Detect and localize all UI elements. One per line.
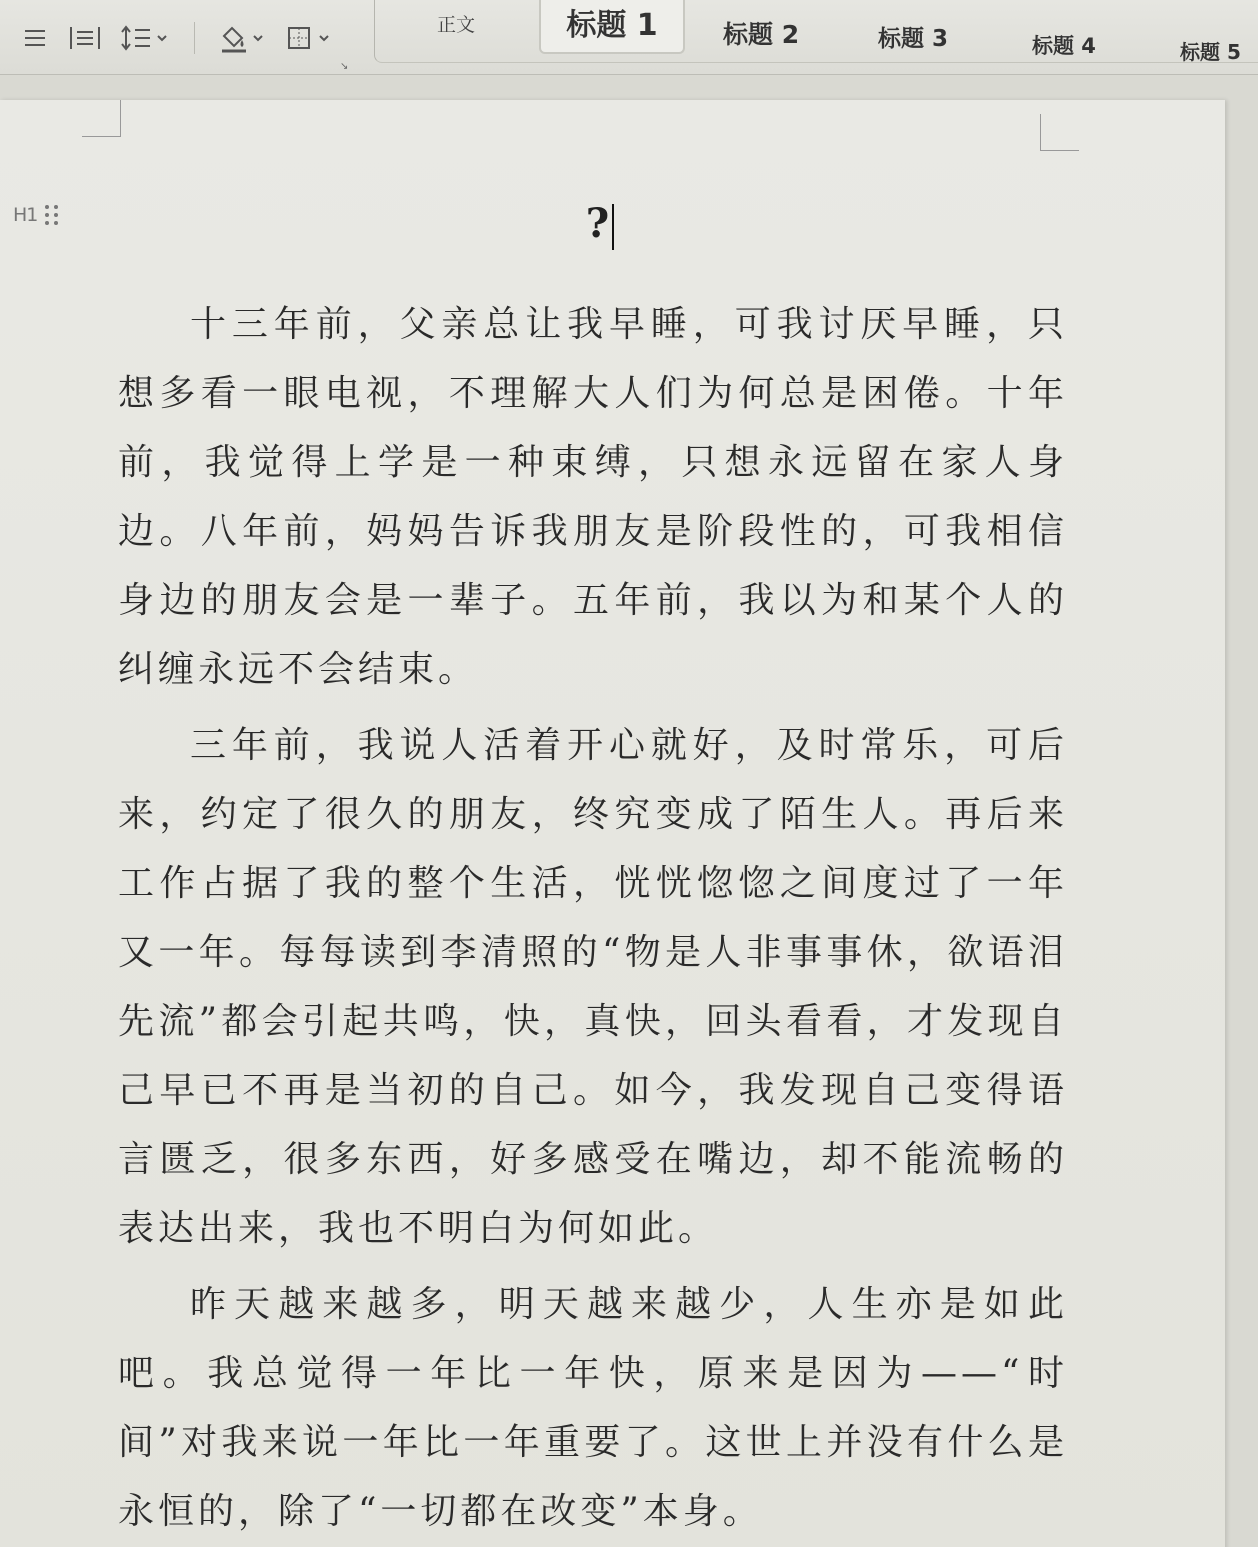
document-title[interactable]	[0, 200, 1200, 250]
style-heading-2[interactable]: 标题 2	[723, 20, 800, 49]
paragraph: 三年前，我说人活着开心就好，及时常乐，可后来，约定了很久的朋友，终究变成了陌生人。再后来工作占据了我的整个生活，恍恍惚惚之间度过了一年又一年。每每读到李清照的“物是人非事事休，欲语泪先流”都会引起共鸣，快，真快，回头看看，才发现自己早已不再是当初的自己。如今，我发现自己变得语言匮乏，很多东西，好多感受在嘴边，却不能流畅的表达出来，我也不明白为何如此。	[118, 725, 1068, 1249]
margin-corner-top-left	[82, 100, 121, 137]
style-heading-5[interactable]: 标题 5	[1180, 40, 1241, 64]
borders-button[interactable]	[286, 20, 336, 56]
distributed-align-icon	[68, 24, 102, 52]
styles-gallery	[374, 0, 1258, 63]
style-normal[interactable]: 正文	[437, 14, 476, 36]
document-canvas	[0, 75, 1258, 1547]
distributed-align-button[interactable]	[68, 20, 102, 56]
shading-icon	[218, 22, 268, 54]
align-menu-icon	[22, 25, 48, 51]
document-page[interactable]	[0, 100, 1225, 1547]
style-heading-1[interactable]: 标题 1	[539, 0, 685, 54]
shading-button[interactable]	[218, 20, 268, 56]
ribbon-toolbar	[0, 0, 1258, 75]
align-menu-button[interactable]	[22, 20, 48, 56]
paragraph-dialog-launcher-icon[interactable]: ↘	[340, 61, 349, 72]
paragraph-tools	[0, 0, 372, 74]
line-spacing-button[interactable]	[120, 20, 172, 56]
title-text: ?	[585, 200, 610, 247]
margin-corner-top-right	[1040, 114, 1079, 151]
style-heading-3[interactable]: 标题 3	[878, 26, 949, 52]
toolbar-separator	[194, 22, 195, 54]
line-spacing-icon	[120, 24, 172, 52]
borders-icon	[286, 24, 336, 52]
heading-level-tag: H1	[13, 204, 38, 226]
paragraph: 十三年前，父亲总让我早睡，可我讨厌早睡，只想多看一眼电视，不理解大人们为何总是困倦。十年前，我觉得上学是一种束缚，只想永远留在家人身边。八年前，妈妈告诉我朋友是阶段性的，可我相信身边的朋友会是一辈子。五年前，我以为和某个人的纠缠永远不会结束。	[118, 304, 1068, 690]
paragraph: 昨天越来越多，明天越来越少，人生亦是如此吧。我总觉得一年比一年快，原来是因为——“时间”对我来说一年比一年重要了。这世上并没有什么是永恒的，除了“一切都在改变”本身。	[118, 1284, 1068, 1532]
text-cursor	[612, 204, 614, 250]
document-body[interactable]	[118, 290, 1068, 1547]
style-heading-4[interactable]: 标题 4	[1032, 34, 1096, 58]
